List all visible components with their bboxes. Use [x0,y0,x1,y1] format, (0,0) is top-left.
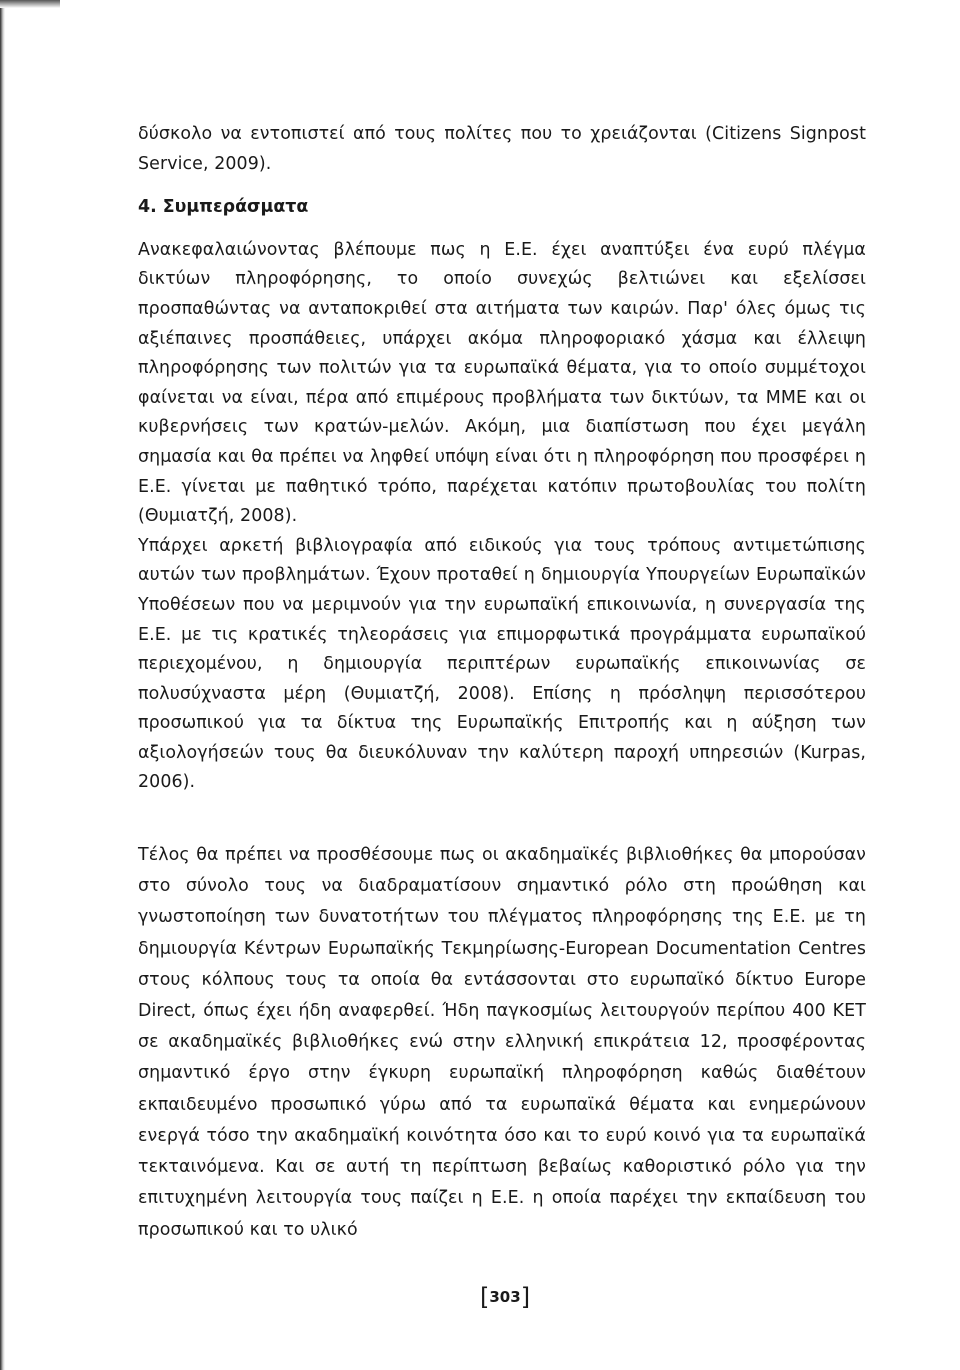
section-heading: 4. Συμπεράσματα [138,197,309,218]
page-number [476,1283,534,1311]
page-number-value: 303 [489,1288,521,1306]
conclusions-paragraph-2: Υπάρχει αρκετή βιβλιογραφία από ειδικούς για τους τρόπους αντιμετώπισης αυτών των προβλημάτων. Έχουν προταθεί η δημιουργία Υπουργείων Ευρωπαϊκών Υποθέσεων που να μεριμνούν για την ευρωπαϊκή επικοινωνία, η συνεργασία της Ε.Ε. με τις κρατικές τηλεοράσεις για επιμορφωτικά προγράμματα ευρωπαϊκού περιεχομένου, η δημιουργία περιπτέρων ευρωπαϊκής επικοινωνίας σε πολυσύχναστα μέρη (Θυμιατζή, 2008). Επίσης η πρόσληψη περισσότερου προσωπικού για τα δίκτυα της Ευρωπαϊκής Επιτροπής και η αύξηση των αξιολογήσεών τους θα διευκόλυναν την καλύτερη παροχή υπηρεσιών (Kurpas, 2006). [138,535,866,793]
document-page [138,120,866,1246]
conclusions-paragraph-1: Ανακεφαλαιώνοντας βλέπουμε πως η Ε.Ε. έχει αναπτύξει ένα ευρύ πλέγμα δικτύων πληροφόρησης, το οποίο συνεχώς βελτιώνει και εξελίσσει προσπαθώντας να ανταποκριθεί στα αιτήματα των καιρών. Παρ' όλες όμως τις αξιέπαινες προσπάθειες, υπάρχει ακόμα πληροφοριακό χάσμα και έλλειψη πληροφόρησης των πολιτών για τα ευρωπαϊκά θέματα, για το οποίο συμμέτοχοι φαίνεται να είναι, πέρα από επιμέρους προβλήματα των δικτύων, τα ΜΜΕ και οι κυβερνήσεις των κρατών-μελών. Ακόμη, μια διαπίστωση που έχει μεγάλη σημασία και θα πρέπει να ληφθεί υπόψη είναι ότι η πληροφόρηση που προσφέρει η Ε.Ε. γίνεται με παθητικό τρόπο, παρέχεται κατόπιν πρωτοβουλίας του πολίτη (Θυμιατζή, 2008). [138,239,866,527]
page-number-bracket-left: [ [480,1283,490,1311]
page-number-bracket-right: ] [520,1283,531,1311]
conclusions-paragraph-3: Τέλος θα πρέπει να προσθέσουμε πως οι ακαδημαϊκές βιβλιοθήκες θα μπορούσαν στο σύνολο τους να διαδραματίσουν σημαντικό ρόλο στη προώθηση και γνωστοποίηση των δυνατοτήτων του πλέγματος πληροφόρησης της Ε.Ε. με τη δημιουργία Κέντρων Ευρωπαϊκής Τεκμηρίωσης-European Documentation Centres στους κόλπους τους τα οποία θα εντάσσονται στο ευρωπαϊκό δίκτυο Europe Direct, όπως έχει ήδη αναφερθεί. Ήδη παγκοσμίως λειτουργούν περίπου 400 ΚΕΤ σε ακαδημαϊκές βιβλιοθήκες ενώ στην ελληνική επικράτεια 12, προσφέροντας σημαντικό έργο στην έγκυρη ευρωπαϊκή πληροφόρηση καθώς διαθέτουν εκπαιδευμένο προσωπικό γύρω από τα ευρωπαϊκά θέματα και ενημερώνουν ενεργά τόσο την ακαδημαϊκή κοινότητα όσο και το ευρύ κοινό για τα ευρωπαϊκά τεκταινόμενα. Και σε αυτή τη περίπτωση βεβαίως καθοριστικό ρόλο για την επιτυχημένη λειτουργία τους παίζει η Ε.Ε. η οποία παρέχει την εκπαίδευση του προσωπικού και το υλικό [138,845,866,1240]
intro-paragraph: δύσκολο να εντοπιστεί από τους πολίτες που το χρειάζονται (Citizens Signpost Service, 2009). [138,124,866,174]
scan-edge-top [0,0,60,8]
scan-edge-left [0,0,5,1370]
